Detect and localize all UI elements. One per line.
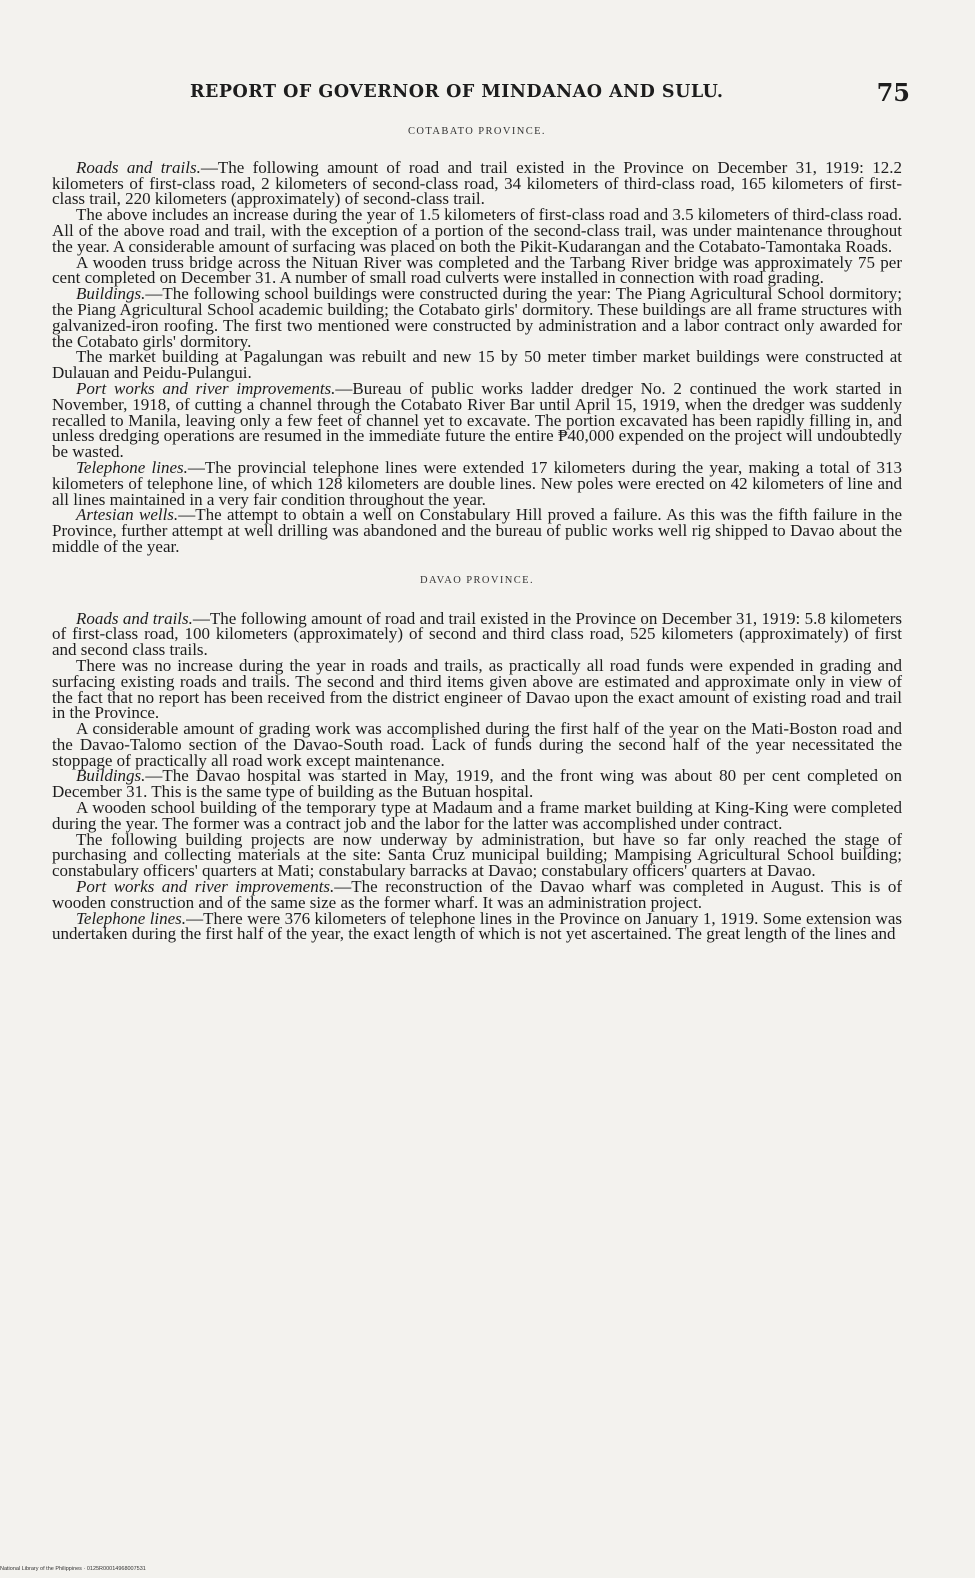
paragraph-lead: Port works and river improvements. [76,378,336,398]
paragraph-text: —The attempt to obtain a well on Constabulary Hill proved a failure. As this was the fifth failure in the Province, further attempt at well drilling was abandoned and the bureau of public works well rig shipped to Davao about the middle of the year. [52,505,902,556]
paragraph [52,608,902,660]
paragraph-text: —The reconstruction of the Davao wharf was completed in August. This is of wooden construction and of the same size as the former wharf. It was an administration project. [52,877,902,912]
paragraph-text: The above includes an increase during the year of 1.5 kilometers of first-class road and 3.5 kilometers of third-class road. All of the above road and trail, with the exception of a portion of the second-class trail, was under maintenance throughout the year. A considerable amount of surfacing was placed on both the Pikit-Kudarangan and the Cotabato-Tamontaka Roads. [52,205,902,256]
paragraph [52,879,902,911]
paragraph [52,829,902,881]
paragraph-lead: Telephone lines. [76,457,188,477]
paragraph-lead: Port works and river improvements. [76,877,335,897]
paragraph [52,252,902,288]
page-header [60,78,910,114]
paragraph [52,655,902,723]
paragraph-text: —The following amount of road and trail existed in the Province on December 31, 1919: 5.8 kilometers of first-class road, 100 kilometers (approximately) of second and third class road, 525 kilometers (approximately) of first and second class trails. [52,608,902,660]
paragraph-text: —There were 376 kilometers of telephone lines in the Province on January 1, 1919. Some extension was undertaken during the first half of the year, the exact length of which is not yet ascertained. The great length of the lines and [52,908,902,944]
paragraph [52,457,902,509]
paragraph-lead: Roads and trails. [76,157,201,177]
paragraph-text: A wooden school building of the temporary type at Madaum and a frame market building at King-King were completed during the year. The former was a contract job and the labor for the latter was accomplished under contract. [52,798,902,833]
section-heading-davao: DAVAO PROVINCE. [420,574,534,586]
paragraph-lead: Artesian wells. [76,505,179,525]
paragraph [52,378,902,462]
section-heading-cotabato: COTABATO PROVINCE. [408,126,546,137]
paragraph [52,507,902,554]
paragraph [52,157,902,209]
running-head: REPORT OF GOVERNOR OF MINDANAO AND SULU. [190,82,724,102]
paragraph [52,768,902,800]
scan-footer: National Library of the Philippines · 0125R00014968007531 [0,1566,146,1572]
paragraph [52,908,902,944]
paragraph-lead: Buildings. [76,284,146,304]
paragraph-text: —The provincial telephone lines were extended 17 kilometers during the year, making a total of 313 kilometers of telephone line, of which 128 kilometers are double lines. New poles were erected on 42 kilometers of line and all lines maintained in a very fair condition throughout the year. [52,457,902,509]
paragraph-text: A wooden truss bridge across the Nituan River was completed and the Tarbang River bridge was approximately 75 per cent completed on December 31. A number of small road culverts were installed in connection with road grading. [52,252,902,288]
page-number: 75 [876,78,910,107]
paragraph [52,207,902,254]
paragraph [52,286,902,349]
paragraph-lead: Roads and trails. [76,608,193,628]
paragraph-lead: Telephone lines. [76,908,187,928]
paragraph-text: —The Davao hospital was started in May, 1919, and the front wing was about 80 per cent completed on December 31. This is the same type of building as the Butuan hospital. [52,766,902,802]
paragraph-text: The following building projects are now underway by administration, but have so far only reached the stage of purchasing and collecting materials at the site: Santa Cruz municipal building; Mampising Agricultural School building; constabulary officers' quarters at Mati; constabulary barracks at Davao; constabulary officers' quarters at Davao. [52,829,902,881]
page-content [52,124,902,942]
paragraph-text: The market building at Pagalungan was rebuilt and new 15 by 50 meter timber market buildings were constructed at Dulauan and Peidu-Pulangui. [52,347,902,383]
paragraph-text: —The following school buildings were constructed during the year: The Piang Agricultural School dormitory; the Piang Agricultural School academic building; the Cotabato girls' dormitory. These buildings are all frame structures with galvanized-iron roofing. The first two mentioned were constructed by administration and a labor contract only awarded for the Cotabato girls' dormitory. [52,284,902,351]
paragraph-lead: Buildings. [76,766,146,786]
paragraph [52,721,902,768]
paragraph-text: A considerable amount of grading work was accomplished during the first half of the year on the Mati-Boston road and the Davao-Talomo section of the Davao-South road. Lack of funds during the second half of the year necessitated the stoppage of practically all road work except maintenance. [52,719,902,770]
paragraph [52,349,902,381]
paragraph [52,800,902,832]
paragraph-text: There was no increase during the year in roads and trails, as practically all road funds were expended in grading and surfacing existing roads and trails. The second and third items given above are estimated and approximate only in view of the fact that no report has been received from the district engineer of Davao upon the exact amount of existing road and trail in the Province. [52,655,902,723]
paragraph-text: —The following amount of road and trail existed in the Province on December 31, 1919: 12.2 kilometers of first-class road, 2 kilometers of second-class road, 34 kilometers of third-class road, 165 kilometers of first-class trail, 220 kilometers (approximately) of second-class trail. [52,157,902,209]
paragraph-text: —Bureau of public works ladder dredger No. 2 continued the work started in November, 1918, of cutting a channel through the Cotabato River Bar until April 15, 1919, when the dredger was suddenly recalled to Manila, leaving only a few feet of channel yet to excavate. The portion excavated has been rapidly filling in, and unless dredging operations are resumed in the immediate future the entire ₱40,000 expended on the project will undoubtedly be wasted. [52,378,902,462]
